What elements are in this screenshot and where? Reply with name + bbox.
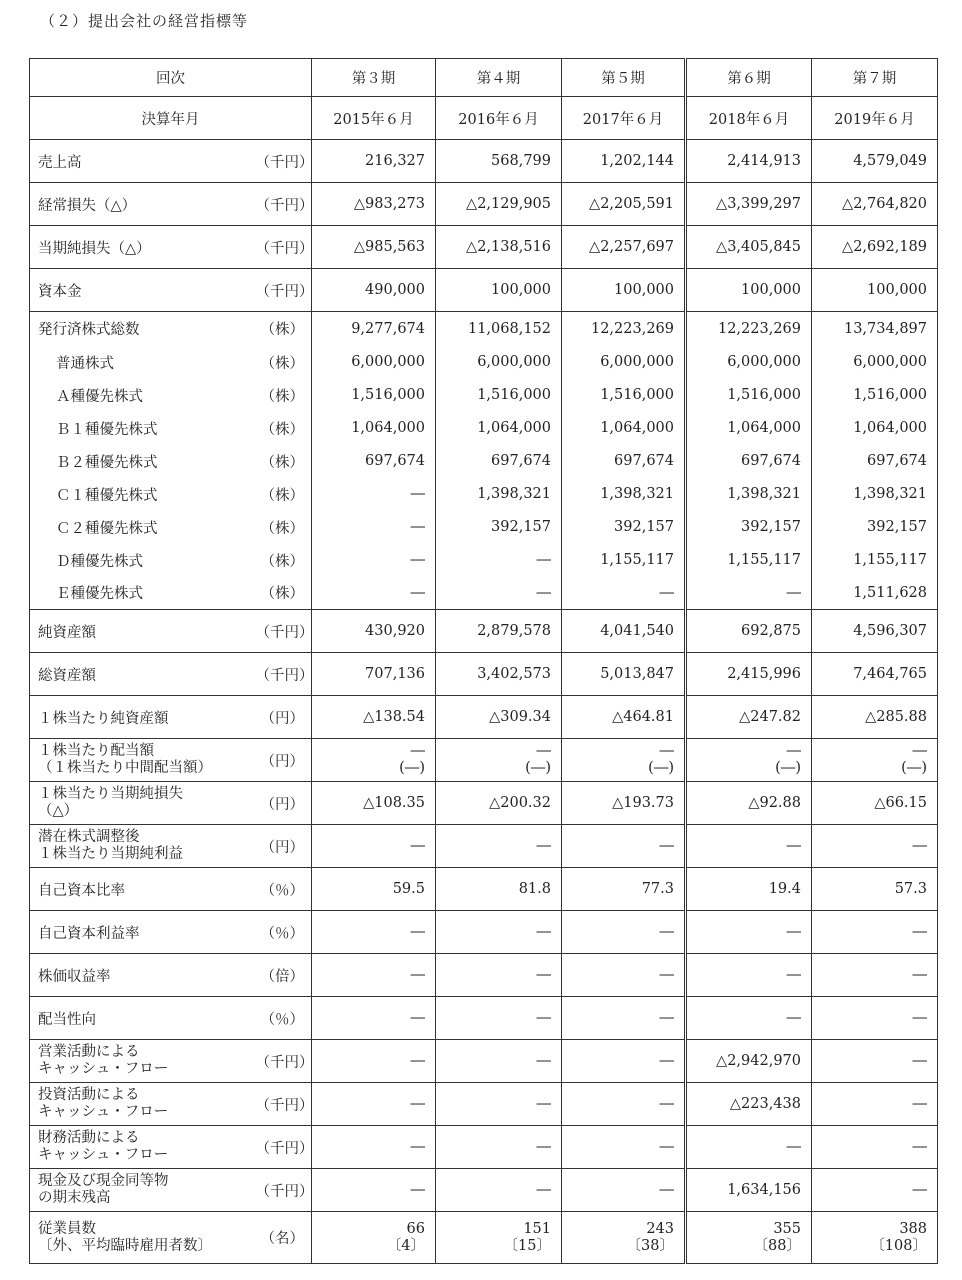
row-unit: （千円） xyxy=(256,1126,312,1169)
round-cell: 第７期 xyxy=(812,59,938,97)
value-cell: 1,155,117 xyxy=(562,544,686,577)
value-cell: △193.73 xyxy=(562,782,686,825)
table-row xyxy=(30,1212,938,1264)
value-cell: 4,596,307 xyxy=(812,610,938,653)
value-cell: 388 xyxy=(899,1220,927,1237)
row-unit: （株） xyxy=(256,312,312,346)
value-cell: ― xyxy=(686,997,812,1040)
value-cell: 100,000 xyxy=(686,269,812,312)
value-cell: 1,064,000 xyxy=(812,412,938,445)
value-cell: 12,223,269 xyxy=(686,312,812,346)
row-sublabel: キャッシュ・フロー xyxy=(38,1061,169,1077)
period-cell: 2019年６月 xyxy=(812,97,938,140)
value-cell: ― xyxy=(786,743,801,759)
value-cell: ― xyxy=(312,954,436,997)
value-cell: 1,398,321 xyxy=(686,478,812,511)
row-label: 普通株式 xyxy=(56,355,114,372)
value-cell: 697,674 xyxy=(686,445,812,478)
row-label: Ａ種優先株式 xyxy=(56,388,143,405)
value-subcell: 〔15〕 xyxy=(503,1237,551,1254)
value-cell: ― xyxy=(562,1083,686,1126)
value-cell: 2,415,996 xyxy=(686,653,812,696)
row-label: Ｂ２種優先株式 xyxy=(56,454,158,471)
value-cell: ― xyxy=(436,577,562,610)
row-unit: （株） xyxy=(256,412,312,445)
value-cell: ― xyxy=(686,577,812,610)
table-row xyxy=(30,653,938,696)
value-cell: ― xyxy=(436,1169,562,1212)
value-cell: 57.3 xyxy=(812,868,938,911)
row-label: Ｃ２種優先株式 xyxy=(56,520,158,537)
value-subcell: (―) xyxy=(775,760,801,776)
row-sublabel: の期末残高 xyxy=(38,1190,111,1206)
value-cell: 5,013,847 xyxy=(562,653,686,696)
row-sublabel: １株当たり当期純利益 xyxy=(38,846,183,862)
round-cell: 第３期 xyxy=(312,59,436,97)
value-cell: ― xyxy=(312,997,436,1040)
row-sublabel: （１株当たり中間配当額） xyxy=(38,760,212,776)
round-cell: 第５期 xyxy=(562,59,686,97)
table-row xyxy=(30,868,938,911)
table-row xyxy=(30,911,938,954)
row-label: 配当性向 xyxy=(30,997,256,1040)
table-row xyxy=(30,346,938,379)
value-cell: ― xyxy=(812,911,938,954)
value-cell: 1,064,000 xyxy=(562,412,686,445)
row-label: 当期純損失（△） xyxy=(30,226,256,269)
value-cell: △985,563 xyxy=(312,226,436,269)
value-cell: ― xyxy=(562,577,686,610)
value-cell: ― xyxy=(562,1169,686,1212)
value-cell: 1,516,000 xyxy=(436,379,562,412)
value-cell: 697,674 xyxy=(436,445,562,478)
row-unit: （円） xyxy=(256,696,312,739)
value-cell: ― xyxy=(562,825,686,868)
row-label: 従業員数 xyxy=(38,1220,96,1237)
value-cell: ― xyxy=(562,997,686,1040)
row-sublabel: 〔外、平均臨時雇用者数〕 xyxy=(38,1237,212,1254)
table-row xyxy=(30,312,938,346)
value-cell: △309.34 xyxy=(436,696,562,739)
value-cell: 1,634,156 xyxy=(686,1169,812,1212)
table-row xyxy=(30,696,938,739)
row-unit: （千円） xyxy=(256,653,312,696)
table-row xyxy=(30,226,938,269)
value-cell: 12,223,269 xyxy=(562,312,686,346)
value-cell: 6,000,000 xyxy=(686,346,812,379)
value-cell: 1,155,117 xyxy=(812,544,938,577)
table-row xyxy=(30,610,938,653)
value-cell: ― xyxy=(562,911,686,954)
value-cell: 692,875 xyxy=(686,610,812,653)
value-cell: 6,000,000 xyxy=(562,346,686,379)
value-cell: △92.88 xyxy=(686,782,812,825)
value-cell: ― xyxy=(436,954,562,997)
table-row xyxy=(30,739,938,782)
value-cell: ― xyxy=(912,743,927,759)
row-label: １株当たり当期純損失 xyxy=(38,786,183,802)
row-label: 純資産額 xyxy=(30,610,256,653)
value-cell: 1,516,000 xyxy=(312,379,436,412)
value-cell: ― xyxy=(812,997,938,1040)
value-cell: ― xyxy=(312,577,436,610)
row-label: 自己資本利益率 xyxy=(30,911,256,954)
row-unit: （株） xyxy=(256,544,312,577)
value-cell: 1,516,000 xyxy=(562,379,686,412)
value-cell: 6,000,000 xyxy=(312,346,436,379)
value-cell: △2,692,189 xyxy=(812,226,938,269)
table-row xyxy=(30,412,938,445)
value-cell: 355 xyxy=(773,1220,801,1237)
row-label: 資本金 xyxy=(30,269,256,312)
table-row xyxy=(30,478,938,511)
period-header-row xyxy=(30,97,938,140)
value-cell: ― xyxy=(436,1126,562,1169)
value-cell: 392,157 xyxy=(436,511,562,544)
value-cell: 1,511,628 xyxy=(812,577,938,610)
table-row xyxy=(30,1169,938,1212)
row-unit: （株） xyxy=(256,379,312,412)
value-cell: 81.8 xyxy=(436,868,562,911)
value-cell: ― xyxy=(312,511,436,544)
value-cell: △2,942,970 xyxy=(686,1040,812,1083)
period-cell: 2016年６月 xyxy=(436,97,562,140)
value-cell: △66.15 xyxy=(812,782,938,825)
value-cell: △464.81 xyxy=(562,696,686,739)
row-label: 営業活動による xyxy=(38,1044,140,1060)
value-cell: ― xyxy=(686,911,812,954)
value-subcell: (―) xyxy=(525,760,551,776)
row-label: 発行済株式総数 xyxy=(30,312,256,346)
table-row xyxy=(30,140,938,183)
row-label: 投資活動による xyxy=(38,1087,140,1103)
period-cell: 2015年６月 xyxy=(312,97,436,140)
row-sublabel: キャッシュ・フロー xyxy=(38,1104,169,1120)
value-cell: 100,000 xyxy=(562,269,686,312)
row-unit: （株） xyxy=(256,577,312,610)
row-unit: （円） xyxy=(256,825,312,868)
value-cell: ― xyxy=(436,1040,562,1083)
value-cell: 1,398,321 xyxy=(436,478,562,511)
value-cell: 13,734,897 xyxy=(812,312,938,346)
value-cell: △2,205,591 xyxy=(562,183,686,226)
value-subcell: (―) xyxy=(901,760,927,776)
financial-indicators-table xyxy=(29,58,938,1264)
value-cell: 19.4 xyxy=(686,868,812,911)
table-row xyxy=(30,269,938,312)
row-unit: （円） xyxy=(256,782,312,825)
value-cell: △2,129,905 xyxy=(436,183,562,226)
row-label: Ｅ種優先株式 xyxy=(56,586,143,603)
row-label: 財務活動による xyxy=(38,1130,140,1146)
table-row xyxy=(30,511,938,544)
value-cell: 1,064,000 xyxy=(686,412,812,445)
value-cell: △138.54 xyxy=(312,696,436,739)
value-subcell: 〔38〕 xyxy=(626,1237,674,1254)
round-header-row xyxy=(30,59,938,97)
value-cell: 77.3 xyxy=(562,868,686,911)
value-cell: ― xyxy=(312,478,436,511)
value-cell: ― xyxy=(312,1126,436,1169)
value-cell: ― xyxy=(812,825,938,868)
row-unit: （倍） xyxy=(256,954,312,997)
row-label: 株価収益率 xyxy=(30,954,256,997)
row-label: Ｄ種優先株式 xyxy=(56,553,143,570)
row-label: 売上高 xyxy=(30,140,256,183)
value-cell: 3,402,573 xyxy=(436,653,562,696)
value-subcell: (―) xyxy=(648,760,674,776)
row-label: １株当たり配当額 xyxy=(38,743,154,759)
row-label: 自己資本比率 xyxy=(30,868,256,911)
value-cell: 392,157 xyxy=(686,511,812,544)
value-cell: ― xyxy=(312,544,436,577)
value-cell: ― xyxy=(562,1126,686,1169)
row-unit: （千円） xyxy=(256,226,312,269)
row-sublabel: キャッシュ・フロー xyxy=(38,1147,169,1163)
table-row xyxy=(30,1083,938,1126)
value-cell: 697,674 xyxy=(312,445,436,478)
period-cell: 2018年６月 xyxy=(686,97,812,140)
table-row xyxy=(30,1126,938,1169)
value-cell: 1,064,000 xyxy=(312,412,436,445)
row-unit: （％） xyxy=(256,911,312,954)
row-unit: （％） xyxy=(256,868,312,911)
value-cell: 707,136 xyxy=(312,653,436,696)
row-unit: （株） xyxy=(256,511,312,544)
row-unit: （千円） xyxy=(256,1083,312,1126)
value-cell: 1,516,000 xyxy=(812,379,938,412)
value-cell: ― xyxy=(686,954,812,997)
round-label: 回次 xyxy=(30,59,312,97)
value-subcell: 〔4〕 xyxy=(386,1237,425,1254)
value-cell: 697,674 xyxy=(812,445,938,478)
value-subcell: (―) xyxy=(399,760,425,776)
value-subcell: 〔88〕 xyxy=(753,1237,801,1254)
value-cell: ― xyxy=(812,1126,938,1169)
row-unit: （名） xyxy=(256,1212,312,1264)
value-cell: △3,405,845 xyxy=(686,226,812,269)
value-cell: ― xyxy=(562,954,686,997)
value-cell: 392,157 xyxy=(562,511,686,544)
value-cell: ― xyxy=(312,1169,436,1212)
value-cell: 216,327 xyxy=(312,140,436,183)
row-unit: （株） xyxy=(256,445,312,478)
round-cell: 第６期 xyxy=(686,59,812,97)
value-cell: 6,000,000 xyxy=(436,346,562,379)
value-subcell: 〔108〕 xyxy=(870,1237,927,1254)
row-label: Ｂ１種優先株式 xyxy=(56,421,158,438)
value-cell: ― xyxy=(812,1083,938,1126)
row-label: Ｃ１種優先株式 xyxy=(56,487,158,504)
value-cell: 1,202,144 xyxy=(562,140,686,183)
row-label: 経常損失（△） xyxy=(30,183,256,226)
value-cell: ― xyxy=(312,911,436,954)
row-unit: （円） xyxy=(256,739,312,782)
value-cell: △2,764,820 xyxy=(812,183,938,226)
value-cell: ― xyxy=(436,911,562,954)
value-cell: 1,155,117 xyxy=(686,544,812,577)
value-cell: 11,068,152 xyxy=(436,312,562,346)
value-cell: 100,000 xyxy=(436,269,562,312)
value-cell: ― xyxy=(312,825,436,868)
value-cell: △200.32 xyxy=(436,782,562,825)
section-heading: （２）提出会社の経営指標等 xyxy=(40,12,249,30)
value-cell: 9,277,674 xyxy=(312,312,436,346)
table-row xyxy=(30,445,938,478)
value-cell: △223,438 xyxy=(686,1083,812,1126)
value-cell: △983,273 xyxy=(312,183,436,226)
row-label: 総資産額 xyxy=(30,653,256,696)
row-unit: （千円） xyxy=(256,183,312,226)
value-cell: ― xyxy=(812,954,938,997)
row-sublabel: （△） xyxy=(38,803,79,819)
row-label: 現金及び現金同等物 xyxy=(38,1173,169,1189)
table-row xyxy=(30,782,938,825)
table-row xyxy=(30,577,938,610)
value-cell: △2,257,697 xyxy=(562,226,686,269)
row-unit: （千円） xyxy=(256,1040,312,1083)
table-row xyxy=(30,183,938,226)
table-row xyxy=(30,379,938,412)
value-cell: ― xyxy=(436,997,562,1040)
value-cell: ― xyxy=(436,544,562,577)
value-cell: ― xyxy=(812,1169,938,1212)
value-cell: ― xyxy=(536,743,551,759)
value-cell: 6,000,000 xyxy=(812,346,938,379)
value-cell: 490,000 xyxy=(312,269,436,312)
value-cell: 1,398,321 xyxy=(812,478,938,511)
value-cell: ― xyxy=(562,1040,686,1083)
row-unit: （株） xyxy=(256,346,312,379)
value-cell: 2,414,913 xyxy=(686,140,812,183)
value-cell: 243 xyxy=(646,1220,674,1237)
value-cell: △3,399,297 xyxy=(686,183,812,226)
row-unit: （千円） xyxy=(256,1169,312,1212)
row-unit: （株） xyxy=(256,478,312,511)
value-cell: 4,579,049 xyxy=(812,140,938,183)
value-cell: ― xyxy=(436,1083,562,1126)
period-label: 決算年月 xyxy=(30,97,312,140)
round-cell: 第４期 xyxy=(436,59,562,97)
table-row xyxy=(30,1040,938,1083)
value-cell: △2,138,516 xyxy=(436,226,562,269)
value-cell: ― xyxy=(686,825,812,868)
row-unit: （千円） xyxy=(256,140,312,183)
value-cell: 697,674 xyxy=(562,445,686,478)
value-cell: △108.35 xyxy=(312,782,436,825)
value-cell: ― xyxy=(812,1040,938,1083)
value-cell: 4,041,540 xyxy=(562,610,686,653)
value-cell: ― xyxy=(659,743,674,759)
value-cell: 66 xyxy=(406,1220,425,1237)
value-cell: △247.82 xyxy=(686,696,812,739)
value-cell: 151 xyxy=(523,1220,551,1237)
value-cell: 1,516,000 xyxy=(686,379,812,412)
row-unit: （千円） xyxy=(256,610,312,653)
value-cell: 568,799 xyxy=(436,140,562,183)
table-row xyxy=(30,825,938,868)
row-unit: （千円） xyxy=(256,269,312,312)
value-cell: △285.88 xyxy=(812,696,938,739)
value-cell: 1,064,000 xyxy=(436,412,562,445)
table-row xyxy=(30,954,938,997)
value-cell: ― xyxy=(312,1083,436,1126)
value-cell: 430,920 xyxy=(312,610,436,653)
value-cell: 1,398,321 xyxy=(562,478,686,511)
row-label: １株当たり純資産額 xyxy=(30,696,256,739)
table-row xyxy=(30,544,938,577)
value-cell: ― xyxy=(410,743,425,759)
table-row xyxy=(30,997,938,1040)
value-cell: 7,464,765 xyxy=(812,653,938,696)
row-label: 潜在株式調整後 xyxy=(38,829,140,845)
value-cell: 59.5 xyxy=(312,868,436,911)
value-cell: 2,879,578 xyxy=(436,610,562,653)
value-cell: ― xyxy=(686,1126,812,1169)
value-cell: ― xyxy=(436,825,562,868)
value-cell: ― xyxy=(312,1040,436,1083)
value-cell: 392,157 xyxy=(812,511,938,544)
period-cell: 2017年６月 xyxy=(562,97,686,140)
row-unit: （％） xyxy=(256,997,312,1040)
value-cell: 100,000 xyxy=(812,269,938,312)
